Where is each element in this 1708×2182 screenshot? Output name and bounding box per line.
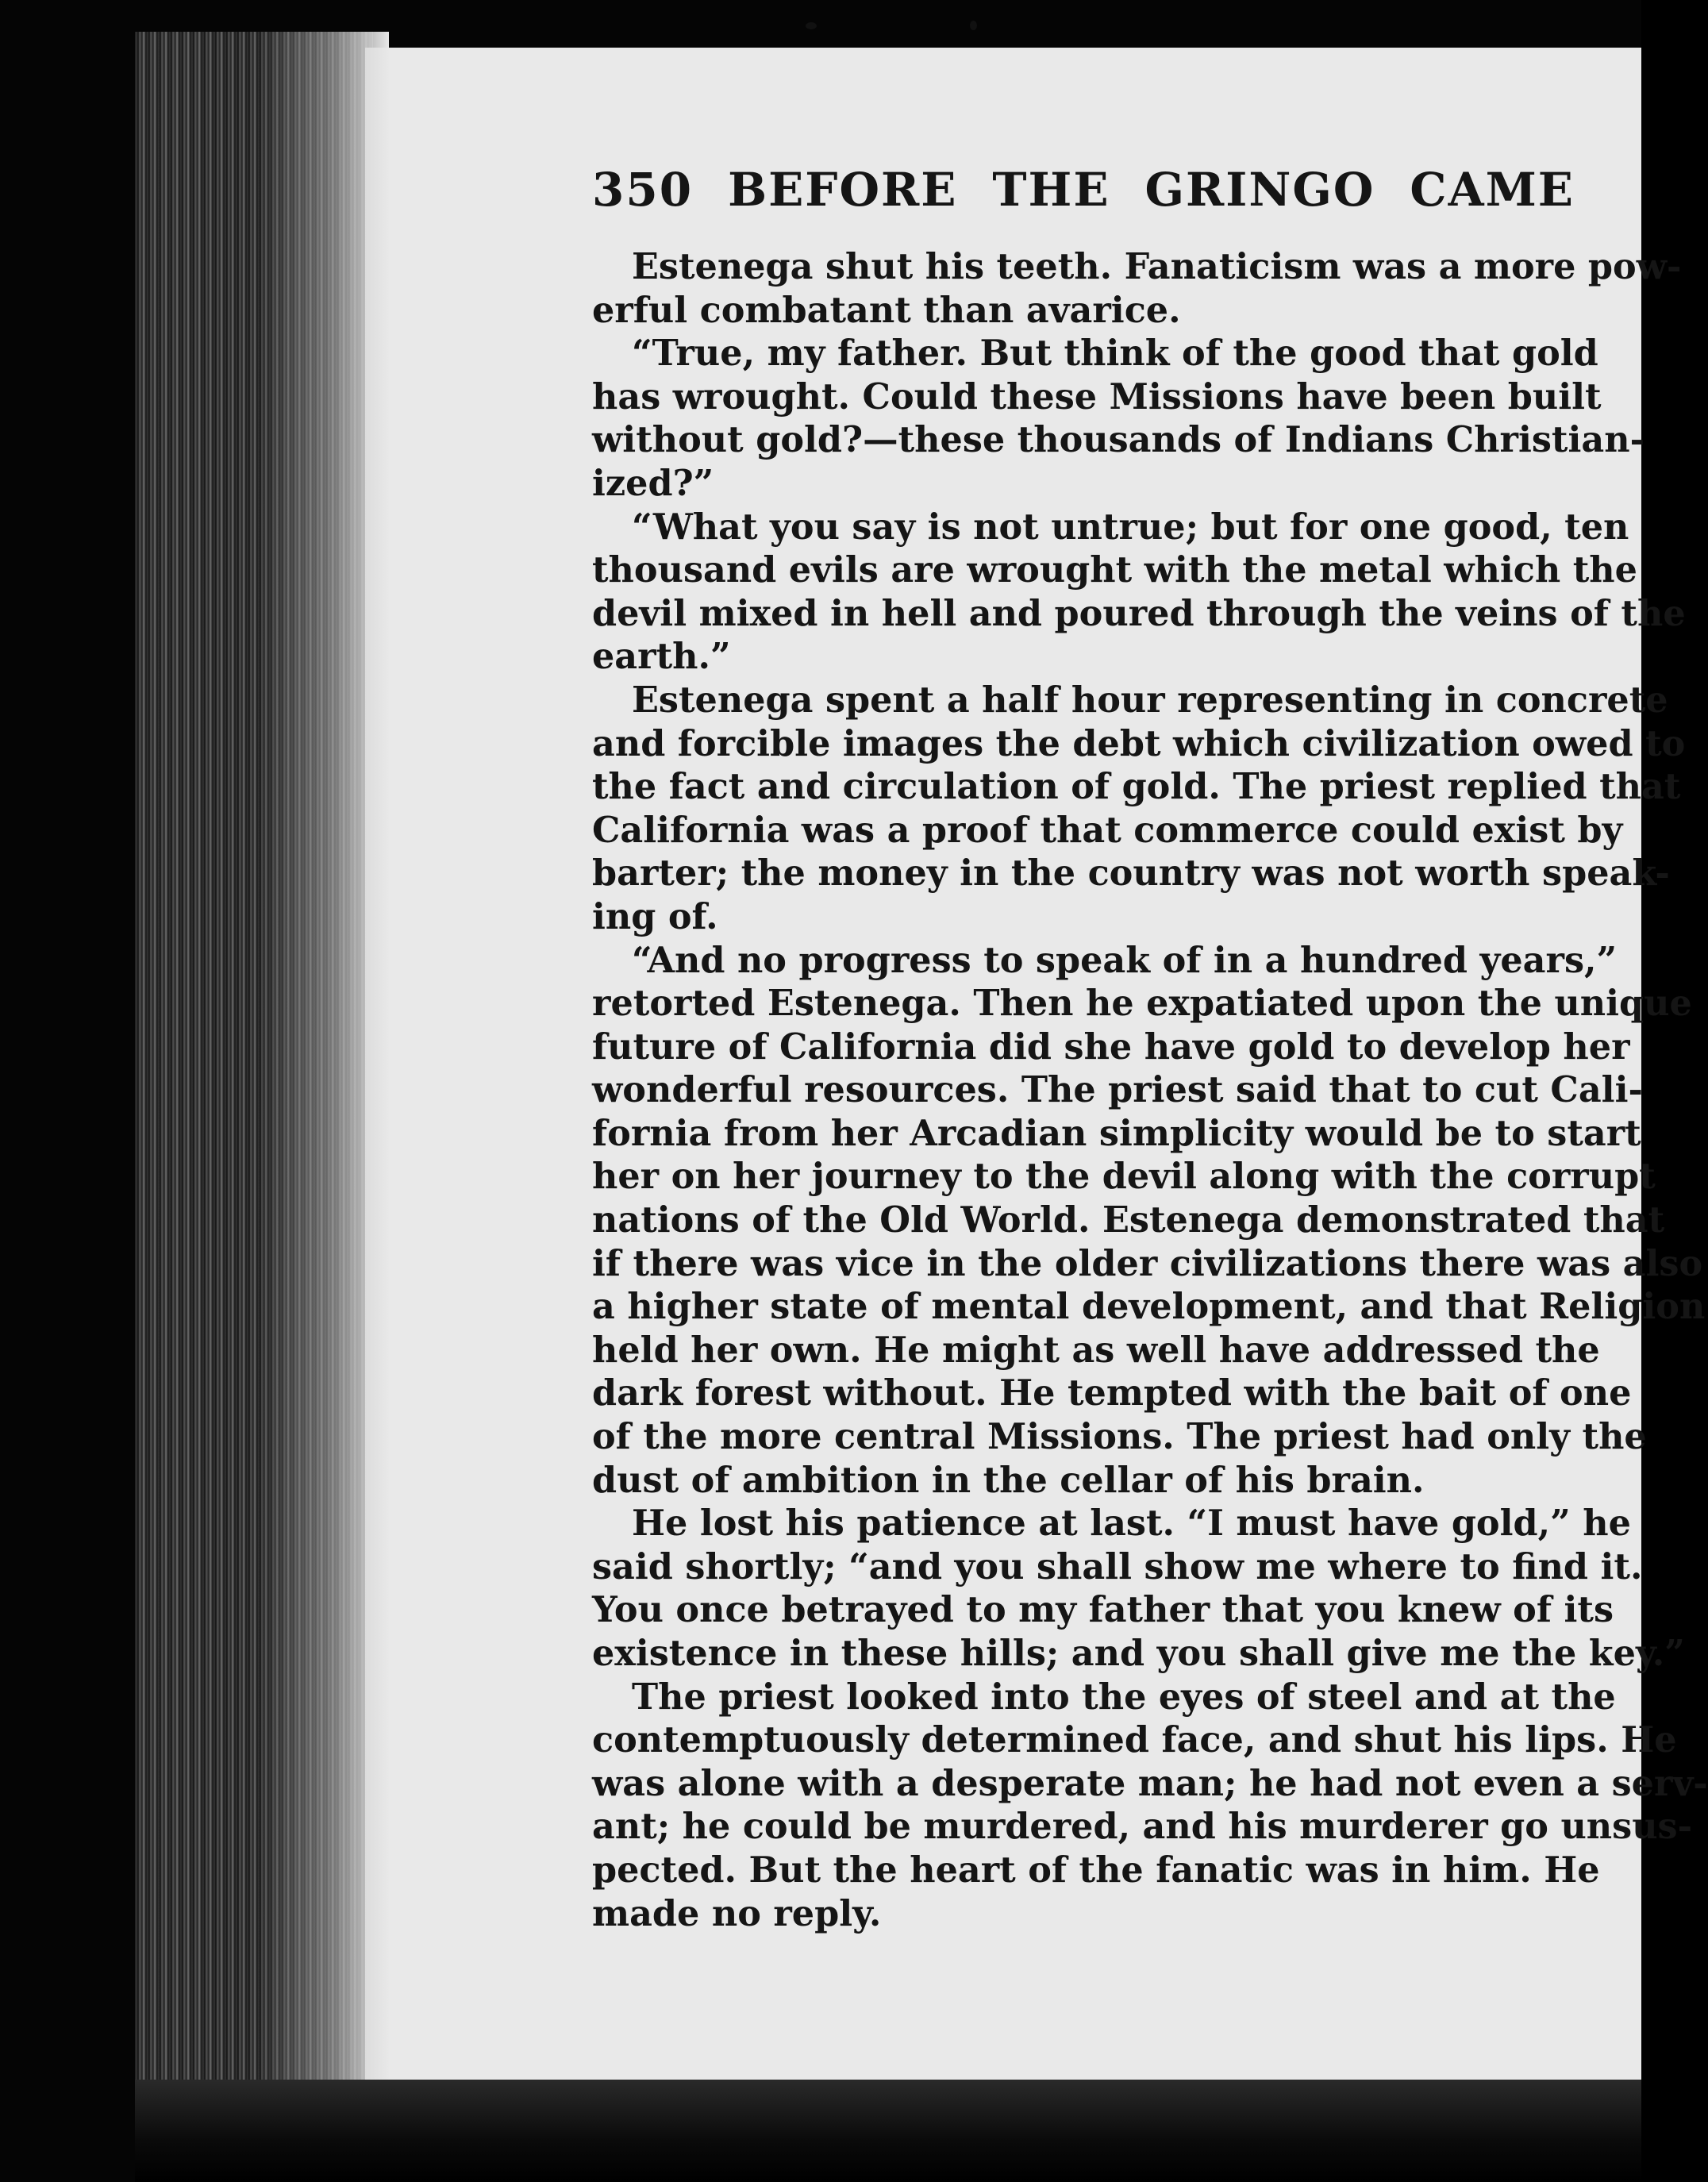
text-line: wonderful resources. The priest said that to cut Cali- — [592, 1069, 1643, 1111]
dust-speck — [970, 21, 977, 30]
page-text — [592, 163, 1708, 1935]
text-line: You once betrayed to my father that you knew of its — [592, 1589, 1614, 1631]
running-head — [592, 163, 1575, 217]
text-line: has wrought. Could these Missions have been built — [592, 375, 1602, 418]
text-line: “And no progress to speak of in a hundred years,” — [632, 939, 1618, 981]
running-title: BEFORE THE GRINGO CAME — [728, 163, 1575, 217]
text-line: devil mixed in hell and poured through the veins of the — [592, 592, 1686, 634]
text-line: without gold?—these thousands of Indians Christian- — [592, 419, 1645, 461]
dust-speck — [806, 22, 817, 29]
text-line: and forcible images the debt which civilization owed to — [592, 722, 1686, 764]
text-line: He lost his patience at last. “I must have gold,” he — [632, 1503, 1631, 1545]
text-line: Estenega spent a half hour representing in concrete — [632, 679, 1668, 721]
text-line: her on her journey to the devil along with the corrupt — [592, 1156, 1656, 1198]
text-line: said shortly; “and you shall show me where to find it. — [592, 1545, 1643, 1587]
page-number: 350 — [592, 163, 694, 217]
text-line: earth.” — [592, 636, 731, 678]
gutter-shadow — [262, 32, 389, 2103]
text-line: pected. But the heart of the fanatic was in him. He — [592, 1849, 1600, 1891]
text-line: “True, my father. But think of the good that gold — [632, 333, 1598, 375]
text-line: fornia from her Arcadian simplicity would be to start — [592, 1112, 1641, 1154]
text-line: held her own. He might as well have addressed the — [592, 1329, 1600, 1371]
text-line: nations of the Old World. Estenega demonstrated that — [592, 1199, 1665, 1241]
text-line: “What you say is not untrue; but for one good, ten — [632, 506, 1629, 548]
text-line: the fact and circulation of gold. The priest replied that — [592, 766, 1681, 808]
text-line: Estenega shut his teeth. Fanaticism was a more pow- — [632, 246, 1682, 287]
text-line: dark forest without. He tempted with the bait of one — [592, 1372, 1632, 1414]
text-line: a higher state of mental development, and that Religion — [592, 1286, 1706, 1328]
text-line: ant; he could be murdered, and his murderer go unsus- — [592, 1806, 1693, 1848]
text-line: The priest looked into the eyes of steel and at the — [632, 1676, 1616, 1718]
bottom-page-edge — [135, 2080, 1641, 2182]
text-line: thousand evils are wrought with the metal which the — [592, 549, 1637, 591]
text-line: California was a proof that commerce could exist by — [592, 809, 1623, 851]
text-line: retorted Estenega. Then he expatiated upon the unique — [592, 983, 1692, 1025]
text-line: ing of. — [592, 895, 718, 937]
text-line: existence in these hills; and you shall give me the key.” — [592, 1633, 1685, 1674]
text-line: was alone with a desperate man; he had not even a serv- — [592, 1762, 1708, 1804]
text-line: erful combatant than avarice. — [592, 289, 1181, 331]
text-line: barter; the money in the country was not worth speak- — [592, 852, 1670, 895]
text-line: ized?” — [592, 462, 714, 504]
text-line: made no reply. — [592, 1892, 882, 1934]
text-line: contemptuously determined face, and shut his lips. He — [592, 1719, 1677, 1761]
text-line: if there was vice in the older civilizations there was also — [592, 1242, 1703, 1284]
text-line: future of California did she have gold to develop her — [592, 1026, 1630, 1068]
text-line: dust of ambition in the cellar of his brain. — [592, 1459, 1425, 1501]
text-line: of the more central Missions. The priest had only the — [592, 1416, 1647, 1458]
